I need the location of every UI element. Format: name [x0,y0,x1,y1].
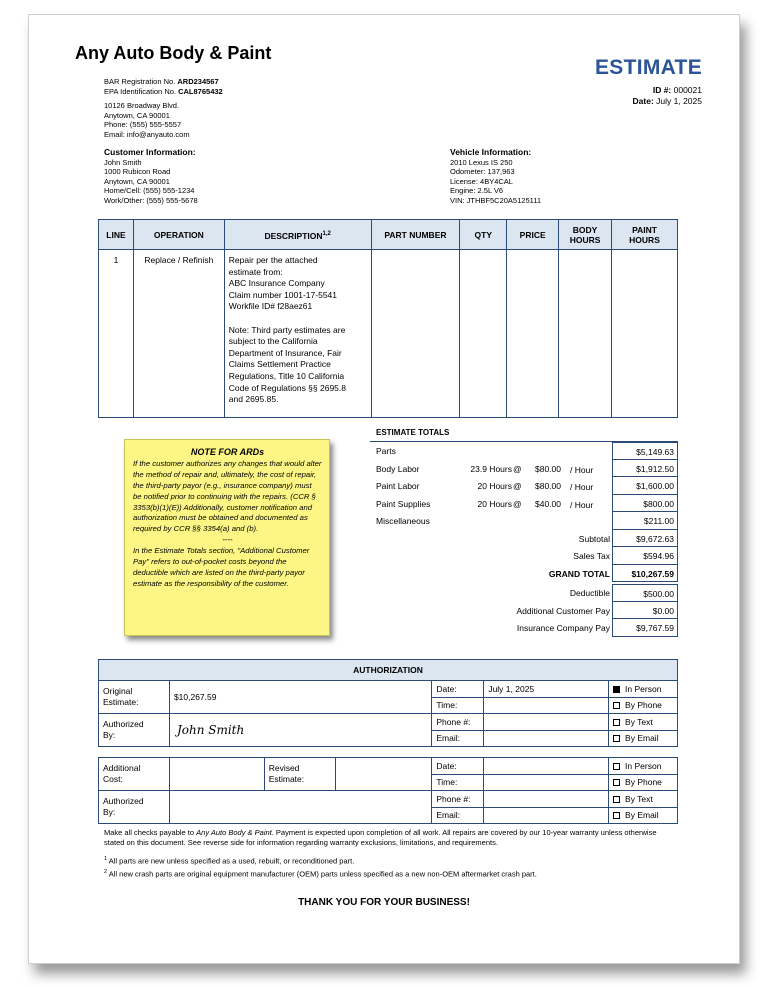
vehicle-odometer: Odometer: 137,963 [450,167,515,177]
totals-row-paint-supplies [376,495,678,513]
paint-labor-label: Paint Labor [376,481,420,491]
additional-pay-amount: $0.00 [612,602,678,620]
checkbox[interactable] [613,779,620,786]
revised-estimate-label [264,758,335,791]
revised-estimate-value[interactable] [335,758,432,791]
checkbox[interactable] [613,719,620,726]
footnote-2-mark: 2 [104,868,108,875]
insurance-pay-amount: $9,767.59 [612,619,678,637]
business-address-1: 10126 Broadway Blvd. [104,101,180,110]
desc-line: Regulations, Title 10 California [228,370,345,381]
row-body-hours [559,250,612,418]
time-label: Time: [432,774,484,791]
date-label: Date: [432,758,484,775]
customer-info [104,148,198,206]
table-row [99,250,678,418]
parts-amount: $5,149.63 [612,442,678,460]
col-operation: OPERATION [133,220,224,250]
col-price: PRICE [507,220,559,250]
estimate-title: ESTIMATE [594,56,702,79]
payable-post: . Payment is expected upon completion of all work. All repairs are covered by our 10-year warranty unless otherwise stated on this document. See reverse side for information regarding warranty exclusions, limitations, and requirements. [104,828,657,847]
body-labor-amount: $1,912.50 [612,460,678,478]
original-estimate-label [99,681,170,714]
by-text-option[interactable] [609,714,678,731]
phone-label: Phone #: [432,791,484,808]
supplies-hours: 20 Hours [477,498,512,509]
add-cost-1: Additional [103,763,141,773]
in-person-label: In Person [625,760,662,771]
in-person-option[interactable] [609,758,678,775]
note-title: NOTE FOR ARDs [190,447,265,457]
paint-rate: $80.00 [535,481,561,491]
col-description [224,220,371,250]
note-paragraph-1: If the customer authorizes any changes that would alter the method of repair and, ultimately, the cost of repair, the third-party payor (e.g., insurance company) must be notified prior to continuing with the repairs. (CCR § 3353(b)(1)(E)) Additionally, customer notification and authorization must be obtained and documented as required by CCR §§ 3354(a) and (b). [133,458,322,534]
desc-line: Code of Regulations §§ 2695.8 [228,382,346,393]
payable-pre: Make all checks payable to [104,828,197,837]
payment-terms [104,828,674,848]
phone-label: Phone #: [432,714,484,731]
email-label: Email: [432,730,484,747]
by-phone-option[interactable] [609,697,678,714]
business-email: Email: info@anyauto.com [104,129,190,139]
paint-labor-amount: $1,600.00 [612,477,678,495]
col-description-sup: 1,2 [322,230,331,237]
business-contact [104,101,190,139]
payable-name: Any Auto Body & Paint [196,828,272,837]
checkbox[interactable] [613,796,620,803]
desc-blank-line [229,313,367,325]
by-text-option[interactable] [609,791,678,808]
in-person-option[interactable] [609,681,678,698]
row-paint-hours [612,250,678,418]
by-phone-option[interactable] [609,774,678,791]
customer-address-2: Anytown, CA 90001 [104,176,170,186]
at-sign: @ [513,498,522,509]
estimate-id: 000021 [673,85,702,95]
auth-by-1: Authorized [103,796,144,806]
per-hour: / Hour [570,464,594,475]
by-email-option[interactable] [609,807,678,824]
row-price [507,250,559,418]
by-email-option[interactable] [609,730,678,747]
checkbox[interactable] [613,812,620,819]
col-part-number: PART NUMBER [371,220,460,250]
desc-line: Claim number 1001-17-5541 [228,289,337,300]
desc-line: Claims Settlement Practice [228,359,331,370]
date-label: Date: [632,96,654,106]
footnote-1: All parts are new unless specified as a used, rebuilt, or reconditioned part. [108,856,355,866]
section-gap [99,747,678,758]
vehicle-license: License: 4BY4CAL [450,176,513,186]
vehicle-info [450,148,541,206]
phone-value[interactable] [484,791,609,808]
bar-label: BAR Registration No. [104,77,176,86]
auth-by-2: By: [103,807,116,817]
in-person-label: In Person [625,683,662,694]
auth-by-1: Authorized [103,719,144,729]
supplies-rate: $40.00 [535,498,561,509]
authorized-by-label [99,714,170,747]
col-body-hours-2: HOURS [569,234,601,245]
business-name: Any Auto Body & Paint [75,43,272,63]
date-value[interactable]: July 1, 2025 [484,681,609,698]
date-label: Date: [432,681,484,698]
footnote-1-mark: 1 [104,856,108,862]
col-paint-hours-2: HOURS [629,234,660,245]
additional-cost-label [99,758,170,791]
totals-row-body-labor [376,460,678,478]
email-label: Email: [432,807,484,824]
totals-row-insurance-pay [376,619,678,637]
email-value[interactable] [484,730,609,747]
totals-row-misc [376,512,678,530]
additional-pay-label: Additional Customer Pay [516,605,610,616]
customer-work-phone: Work/Other: (555) 555-5678 [104,195,198,205]
col-qty: QTY [460,220,507,250]
desc-line: subject to the California [228,336,318,347]
totals-row-additional-pay [376,602,678,620]
by-email-label: By Email [625,733,659,744]
business-address-2: Anytown, CA 90001 [104,110,170,120]
vehicle-model: 2010 Lexus IS 250 [450,157,513,167]
desc-line: Repair per the attached [228,255,318,265]
date-value[interactable] [484,758,609,775]
customer-home-phone: Home/Cell: (555) 555-1234 [104,186,195,196]
vehicle-vin: VIN: JTHBF5C20A5125111 [450,195,542,205]
authorization-title: AUTHORIZATION [99,660,678,681]
authorization-table [98,659,678,824]
col-line: LINE [99,220,134,250]
epa-number: CAL8765432 [178,86,223,96]
deductible-amount: $500.00 [612,584,678,602]
paint-supplies-amount: $800.00 [612,495,678,513]
email-value[interactable] [484,807,609,824]
body-labor-label: Body Labor [376,463,420,474]
body-hours: 23.9 Hours [470,463,512,474]
authorized-by-label [99,791,170,824]
row-description [224,250,371,418]
add-cost-2: Cost: [103,774,123,784]
parts-label: Parts [376,446,396,456]
customer-heading: Customer Information: [104,147,196,157]
customer-name: John Smith [104,157,142,167]
revised-1: Revised [268,763,300,773]
table-header-row [99,220,678,250]
misc-amount: $211.00 [612,512,678,530]
totals-row-paint-labor [376,477,678,495]
business-phone: Phone: (555) 555-5557 [104,120,182,130]
checkbox[interactable] [613,702,620,709]
by-text-label: By Text [625,793,653,804]
note-paragraph-2: In the Estimate Totals section, "Additional Customer Pay" refers to out-of-pocket costs beyond the deductible which are listed on the third-party payor estimate as the responsibility of the customer. [133,546,310,588]
orig-label-2: Estimate: [103,697,139,707]
misc-label: Miscellaneous [376,516,430,526]
signature-field[interactable] [169,791,431,824]
at-sign: @ [513,481,522,491]
desc-line: ABC Insurance Company [228,278,325,289]
by-phone-label: By Phone [625,777,662,788]
estimate-meta [633,85,702,107]
footnote-2: All new crash parts are original equipment manufacturer (OEM) parts unless specified as a new non-OEM aftermarket crash part. [108,869,537,878]
desc-line: Workfile ID# f28aez61 [228,301,313,312]
estimate-date: July 1, 2025 [656,96,702,106]
totals-row-tax [376,547,678,565]
paint-hours: 20 Hours [477,481,512,491]
footnotes [104,854,674,879]
row-qty [460,250,507,418]
tax-amount: $594.96 [612,547,678,565]
vehicle-engine: Engine: 2.5L V6 [450,186,504,196]
row-operation: Replace / Refinish [133,250,224,418]
totals-row-subtotal [376,530,678,548]
col-body-hours-1: BODY [572,224,598,235]
subtotal-amount: $9,672.63 [612,530,678,548]
totals-row-deductible [376,584,678,602]
additional-cost-value[interactable] [169,758,264,791]
checkbox[interactable] [613,763,620,770]
desc-line: and 2695.85. [228,394,279,405]
paint-supplies-label: Paint Supplies [376,498,431,509]
per-hour: / Hour [570,499,594,510]
vehicle-heading: Vehicle Information: [450,147,532,157]
subtotal-label: Subtotal [578,533,610,544]
desc-line: Department of Insurance, Fair [228,347,342,358]
time-value[interactable] [484,697,609,714]
grand-total-amount: $10,267.59 [612,565,678,583]
bar-number: ARD234567 [177,77,219,86]
line-items-table [98,219,678,418]
row-part-number [371,250,460,418]
business-registration [104,77,223,96]
ard-note [124,439,330,636]
epa-label: EPA Identification No. [104,86,176,96]
checkbox[interactable] [613,735,620,742]
by-email-label: By Email [625,810,659,821]
totals-title: ESTIMATE TOTALS [376,428,450,437]
time-label: Time: [432,697,484,714]
phone-value[interactable] [484,714,609,731]
by-phone-label: By Phone [625,700,662,711]
orig-label-1: Original [103,686,133,696]
tax-label: Sales Tax [573,551,610,561]
insurance-pay-label: Insurance Company Pay [516,623,610,633]
col-body-hours [559,220,612,250]
totals-row-parts [376,442,678,460]
body-rate: $80.00 [535,463,561,474]
signature: John Smith [176,723,245,737]
auth-by-2: By: [103,730,116,740]
signature-field[interactable] [169,714,431,747]
note-separator: ---- [222,535,233,545]
id-label: ID #: [652,85,672,95]
revised-2: Estimate: [268,774,305,784]
by-text-label: By Text [625,716,653,727]
col-description-label: DESCRIPTION [264,230,323,241]
original-estimate-value: $10,267.59 [169,681,431,714]
col-paint-hours [612,220,678,250]
at-sign: @ [513,463,522,474]
desc-line: Note: Third party estimates are [228,324,346,335]
time-value[interactable] [484,774,609,791]
totals-row-grand [376,565,678,583]
thank-you-message: THANK YOU FOR YOUR BUSINESS! [298,897,470,908]
per-hour: / Hour [570,482,594,492]
deductible-label: Deductible [569,588,610,598]
checkbox-checked[interactable] [613,686,620,693]
row-line: 1 [99,250,134,418]
customer-address-1: 1000 Rubicon Road [104,167,171,177]
desc-line: estimate from: [228,266,283,277]
grand-total-label: GRAND TOTAL [548,568,610,579]
col-paint-hours-1: PAINT [632,224,657,235]
